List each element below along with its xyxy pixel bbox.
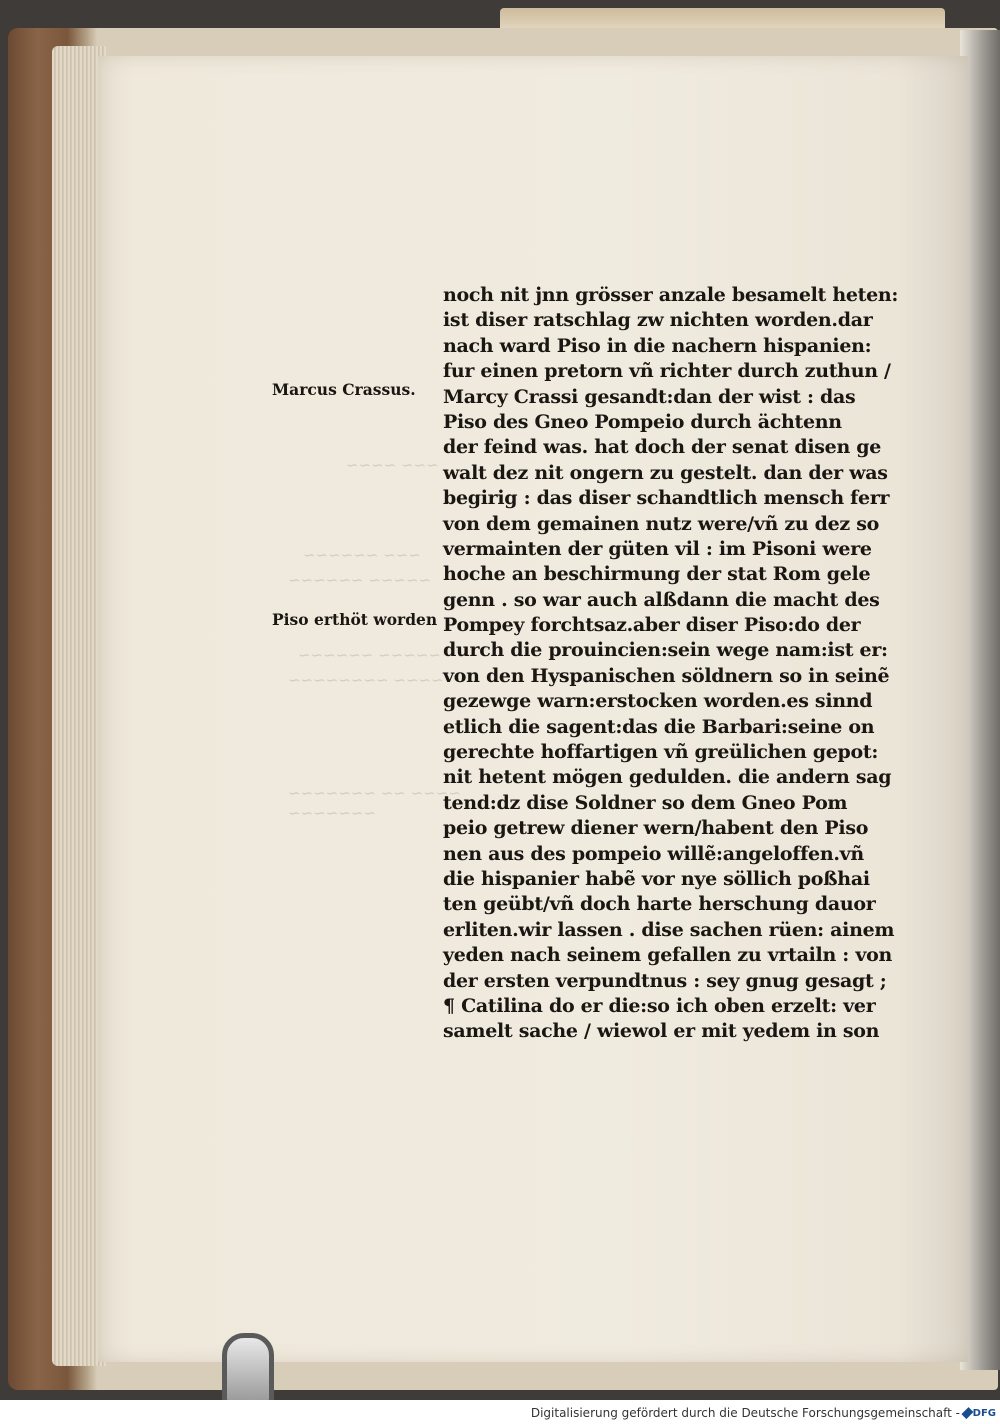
main-text-column	[443, 283, 899, 1045]
text-line: tend:dz dise Soldner so dem Gneo Pom	[443, 791, 848, 814]
text-line: Piso des Gneo Pompeio durch ächtenn	[443, 410, 842, 433]
bleed-through: ~~~ ~~~~~~	[303, 546, 421, 564]
text-line: walt dez nit ongern zu gestelt. dan der was	[443, 461, 888, 484]
bleed-through: ~~~~~ ~~~~~~	[298, 646, 442, 664]
text-line: nen aus des pompeio willẽ:angeloffen.vñ	[443, 842, 864, 865]
dfg-logo-label: DFG	[972, 1407, 996, 1419]
text-line: etlich die sagent:das die Barbari:seine on	[443, 715, 875, 738]
text-line: samelt sache / wiewol er mit yedem in son	[443, 1020, 880, 1043]
text-line: der feind was. hat doch der senat disen ge	[443, 436, 882, 459]
text-line: nach ward Piso in die nachern hispanien:	[443, 334, 872, 357]
dfg-mark-icon	[961, 1407, 973, 1419]
margin-note-marcus-crassus: Marcus Crassus.	[272, 380, 416, 399]
text-line: ten geübt/vñ doch harte herschung dauor	[443, 893, 876, 916]
footer-credit: Digitalisierung gefördert durch die Deutsche Forschungsgemeinschaft -	[530, 1406, 960, 1420]
text-line: ¶ Catilina do er die:so ich oben erzelt: ver	[443, 994, 876, 1017]
text-line: gerechte hoffartigen vñ greülichen gepot:	[443, 741, 879, 764]
text-line: nit hetent mögen gedulden. die andern sag	[443, 766, 892, 789]
text-line: die hispanier habẽ vor nye söllich poßhai	[443, 867, 870, 890]
dfg-logo-icon	[964, 1406, 996, 1420]
bleed-through: ~~~ ~~~~	[346, 456, 439, 474]
text-line: vermainten der güten vil : im Pisoni were	[443, 537, 872, 560]
text-line: peio getrew diener wern/habent den Piso	[443, 817, 869, 840]
text-line: Marcy Crassi gesandt:dan der wist : das	[443, 385, 856, 408]
text-line: von dem gemainen nutz were/vñ zu dez so	[443, 512, 879, 535]
text-line: der ersten verpundtnus : sey gnug gesagt ;	[443, 969, 887, 992]
bleed-through: ~~~~ ~~~~~~~~	[288, 671, 444, 689]
margin-note-piso: Piso erthöt worden	[272, 610, 438, 629]
text-line: begirig : das diser schandtlich mensch ferr	[443, 487, 890, 510]
text-line: erliten.wir lassen . dise sachen rüen: ainem	[443, 918, 895, 941]
bleed-through: ~~~~~~~	[288, 804, 376, 822]
text-line: ist diser ratschlag zw nichten worden.dar	[443, 309, 873, 332]
bleed-through: ~~~~ ~~ ~~~~~~~	[288, 784, 461, 802]
text-line: durch die prouincien:sein wege nam:ist er:	[443, 639, 888, 662]
text-line: hoche an beschirmung der stat Rom gele	[443, 563, 871, 586]
text-line: gezewge warn:erstocken worden.es sinnd	[443, 690, 873, 713]
text-line: noch nit jnn grösser anzale besamelt heten:	[443, 284, 899, 306]
text-line: von den Hyspanischen söldnern so in seinẽ	[443, 664, 890, 687]
text-line: genn . so war auch alßdann die macht des	[443, 588, 880, 611]
bleed-through: ~~~~~ ~~~~~~	[288, 571, 432, 589]
text-line: Pompey forchtsaz.aber diser Piso:do der	[443, 614, 861, 637]
footer-bar	[0, 1400, 1000, 1424]
text-line: fur einen pretorn vñ richter durch zuthun /	[443, 360, 891, 383]
text-line: yeden nach seinem gefallen zu vrtailn : von	[443, 944, 892, 967]
page-clip	[222, 1333, 274, 1405]
